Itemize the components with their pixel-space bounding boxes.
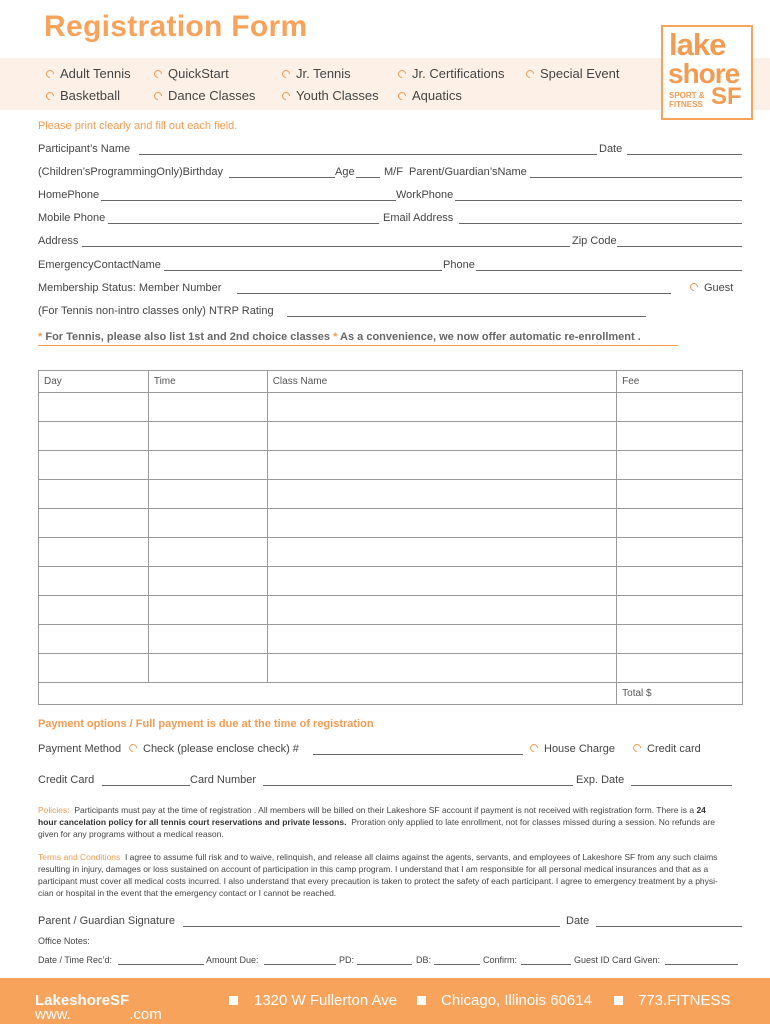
office-db-label: DB:: [416, 955, 432, 965]
office-date-time-field[interactable]: [118, 964, 204, 965]
fee-cell[interactable]: [617, 567, 743, 596]
footer-bullet-icon: [614, 996, 623, 1005]
email-label: Email Address: [383, 212, 454, 224]
program-option-aquatics[interactable]: Aquatics: [398, 88, 462, 103]
time-cell[interactable]: [148, 625, 267, 654]
emergency-contact-field[interactable]: [164, 270, 442, 271]
birthday-field[interactable]: [229, 177, 335, 178]
class-name-cell[interactable]: [267, 567, 616, 596]
radio-circle-icon[interactable]: [688, 281, 699, 292]
radio-circle-icon[interactable]: [280, 90, 291, 101]
tennis-note-underline: [38, 345, 678, 346]
footer-bullet-icon: [229, 996, 238, 1005]
fee-cell[interactable]: [617, 451, 743, 480]
time-cell[interactable]: [148, 538, 267, 567]
fee-cell[interactable]: [617, 393, 743, 422]
footer-phone: 773.FITNESS: [638, 992, 731, 1009]
day-cell[interactable]: [39, 509, 149, 538]
birthday-label: (Children’sProgrammingOnly)Birthday: [38, 166, 224, 178]
payment-heading: Payment options / Full payment is due at the time of registration: [38, 718, 374, 730]
office-confirm-field[interactable]: [521, 964, 571, 965]
payment-check-option[interactable]: Check (please enclose check) #: [129, 743, 299, 755]
home-phone-label: HomePhone: [38, 189, 100, 201]
total-spacer-cell: [39, 683, 617, 705]
day-cell[interactable]: [39, 451, 149, 480]
office-notes-label: Office Notes:: [38, 936, 90, 946]
column-header-day: Day: [39, 371, 149, 393]
program-option-dance-classes[interactable]: Dance Classes: [154, 88, 255, 103]
total-fee-cell[interactable]: [617, 683, 743, 705]
fee-cell[interactable]: [617, 422, 743, 451]
exp-date-label: Exp. Date: [576, 774, 625, 786]
time-cell[interactable]: [148, 509, 267, 538]
radio-circle-icon[interactable]: [528, 742, 539, 753]
time-cell[interactable]: [148, 451, 267, 480]
signature-date-field[interactable]: [596, 926, 742, 927]
radio-circle-icon[interactable]: [396, 90, 407, 101]
class-name-cell[interactable]: [267, 451, 616, 480]
gender-label: M/F: [384, 166, 403, 178]
footer-website: www. LakeshoreSF .com: [35, 992, 162, 1023]
policies-text: Policies: Participants must pay at the time of registration . All members will be billed on their Lakeshore SF account if payment is not received with registration form. There is a 24 hour cancelation policy for all tennis court reservations and private lessons. Proration only applied to late enrollment, not for classes missed during a session. No refunds are given for any programs without a medical reason.: [38, 805, 715, 839]
office-guest-id-label: Guest ID Card Given:: [574, 955, 661, 965]
check-number-field[interactable]: [313, 754, 523, 755]
tennis-note: * For Tennis, please also list 1st and 2nd choice classes * As a convenience, we now offer automatic re-enrollment .: [38, 331, 641, 343]
office-pd-field[interactable]: [357, 964, 412, 965]
mobile-phone-label: Mobile Phone: [38, 212, 106, 224]
card-number-label: Card Number: [190, 774, 257, 786]
logo-text-sport-fitness: SPORT & FITNESS: [669, 91, 705, 109]
work-phone-label: WorkPhone: [396, 189, 454, 201]
terms-text: Terms and Conditions I agree to assume full risk and to waive, relinquish, and release all claims against the agents, servants, and employees of Lakeshore SF from any such claims resulting in injury, damages or loss sustained on account of participation in this camp program. I understand that I am responsible for all personal medical insurances and that as a participant must cover all medical costs incurred. I also understand that every precaution is taken to protect the safety of each participant. I agree to emergency treatment by a physi- cian or hospital in the event that the emergency contact or I cannot be reached.: [38, 852, 718, 898]
program-option-quickstart[interactable]: QuickStart: [154, 66, 229, 81]
fee-cell[interactable]: [617, 509, 743, 538]
guardian-name-field[interactable]: [530, 177, 742, 178]
radio-circle-icon[interactable]: [396, 68, 407, 79]
signature-label: Parent / Guardian Signature: [38, 915, 175, 927]
program-option-adult-tennis[interactable]: Adult Tennis: [46, 66, 131, 81]
time-cell[interactable]: [148, 567, 267, 596]
office-confirm-label: Confirm:: [483, 955, 518, 965]
ntrp-field[interactable]: [287, 316, 646, 317]
signature-field[interactable]: [183, 926, 560, 927]
footer-bullet-icon: [417, 996, 426, 1005]
table-header-row: [39, 371, 743, 393]
footer-bar: [0, 978, 770, 1024]
program-option-jr-tennis[interactable]: Jr. Tennis: [282, 66, 351, 81]
address-field[interactable]: [82, 246, 570, 247]
program-option-special-event[interactable]: Special Event: [526, 66, 620, 81]
date-field[interactable]: [627, 154, 742, 155]
fee-cell[interactable]: [617, 596, 743, 625]
signature-date-label: Date: [566, 915, 590, 927]
classes-table: [38, 370, 743, 705]
participant-name-field[interactable]: [139, 154, 597, 155]
participant-name-label: Participant’s Name: [38, 143, 131, 155]
table-row: [39, 480, 743, 509]
radio-circle-icon[interactable]: [152, 90, 163, 101]
table-row: [39, 422, 743, 451]
address-label: Address: [38, 235, 79, 247]
payment-method-label: Payment Method: [38, 743, 122, 755]
fee-cell[interactable]: [617, 654, 743, 683]
class-name-cell[interactable]: [267, 654, 616, 683]
radio-circle-icon[interactable]: [631, 742, 642, 753]
work-phone-field[interactable]: [455, 200, 742, 201]
column-header-class-name: Class Name: [267, 371, 616, 393]
class-name-cell[interactable]: [267, 509, 616, 538]
emergency-contact-label: EmergencyContactName: [38, 259, 161, 271]
lakeshore-logo: [661, 25, 753, 120]
day-cell[interactable]: [39, 480, 149, 509]
radio-circle-icon[interactable]: [152, 68, 163, 79]
class-name-cell[interactable]: [267, 393, 616, 422]
table-row: [39, 654, 743, 683]
footer-city: Chicago, Illinois 60614: [441, 992, 592, 1009]
office-amount-due-field[interactable]: [264, 964, 336, 965]
credit-card-type-field[interactable]: [102, 785, 190, 786]
radio-circle-icon[interactable]: [44, 68, 55, 79]
email-field[interactable]: [459, 223, 742, 224]
home-phone-field[interactable]: [101, 200, 396, 201]
emergency-phone-field[interactable]: [476, 270, 742, 271]
radio-circle-icon[interactable]: [524, 68, 535, 79]
fee-cell[interactable]: [617, 625, 743, 654]
class-name-cell[interactable]: [267, 538, 616, 567]
member-number-field[interactable]: [237, 293, 671, 294]
mobile-phone-field[interactable]: [108, 223, 379, 224]
table-row: [39, 393, 743, 422]
table-row: [39, 451, 743, 480]
office-pd-label: PD:: [339, 955, 355, 965]
table-row: [39, 625, 743, 654]
table-row: [39, 509, 743, 538]
table-row: [39, 567, 743, 596]
day-cell[interactable]: [39, 596, 149, 625]
time-cell[interactable]: [148, 596, 267, 625]
zip-field[interactable]: [617, 246, 742, 247]
total-label: Total $: [622, 688, 652, 699]
radio-circle-icon[interactable]: [44, 90, 55, 101]
table-row: [39, 596, 743, 625]
credit-card-label: Credit Card: [38, 774, 95, 786]
age-label: Age: [335, 166, 355, 178]
day-cell[interactable]: [39, 393, 149, 422]
table-row: [39, 538, 743, 567]
office-date-time-label: Date / Time Rec’d:: [38, 955, 113, 965]
card-number-field[interactable]: [263, 785, 573, 786]
time-cell[interactable]: [148, 422, 267, 451]
class-name-cell[interactable]: [267, 480, 616, 509]
age-field[interactable]: [356, 177, 380, 178]
payment-house-charge-option[interactable]: House Charge: [530, 743, 615, 755]
column-header-time: Time: [148, 371, 267, 393]
program-option-jr-certifications[interactable]: Jr. Certifications: [398, 66, 504, 81]
day-cell[interactable]: [39, 538, 149, 567]
fee-cell[interactable]: [617, 480, 743, 509]
time-cell[interactable]: [148, 654, 267, 683]
total-row: [39, 683, 743, 705]
logo-text-shore: shore: [668, 58, 740, 89]
time-cell[interactable]: [148, 393, 267, 422]
radio-circle-icon[interactable]: [127, 742, 138, 753]
day-cell[interactable]: [39, 625, 149, 654]
class-name-cell[interactable]: [267, 422, 616, 451]
ntrp-label: (For Tennis non-intro classes only) NTRP Rating: [38, 305, 274, 317]
radio-circle-icon[interactable]: [280, 68, 291, 79]
day-cell[interactable]: [39, 654, 149, 683]
office-guest-id-field[interactable]: [665, 964, 738, 965]
day-cell[interactable]: [39, 567, 149, 596]
office-db-field[interactable]: [434, 964, 480, 965]
day-cell[interactable]: [39, 422, 149, 451]
form-title: Registration Form: [44, 10, 308, 43]
time-cell[interactable]: [148, 480, 267, 509]
column-header-fee: Fee: [617, 371, 743, 393]
logo-text-lake: lake: [669, 27, 726, 62]
program-option-basketball[interactable]: Basketball: [46, 88, 120, 103]
fee-cell[interactable]: [617, 538, 743, 567]
date-label: Date: [599, 143, 623, 155]
program-option-youth-classes[interactable]: Youth Classes: [282, 88, 379, 103]
logo-mark-sf: SF: [711, 83, 742, 110]
footer-address: 1320 W Fullerton Ave: [254, 992, 398, 1009]
guardian-name-label: Parent/Guardian’sName: [409, 166, 527, 178]
emergency-phone-label: Phone: [443, 259, 475, 271]
membership-label: Membership Status: Member Number: [38, 282, 222, 294]
class-name-cell[interactable]: [267, 596, 616, 625]
payment-credit-card-option[interactable]: Credit card: [633, 743, 701, 755]
instruction-text: Please print clearly and fill out each field.: [38, 120, 238, 132]
office-amount-due-label: Amount Due:: [206, 955, 259, 965]
guest-checkbox[interactable]: Guest: [690, 282, 733, 294]
class-name-cell[interactable]: [267, 625, 616, 654]
exp-date-field[interactable]: [631, 785, 732, 786]
zip-label: Zip Code: [572, 235, 617, 247]
